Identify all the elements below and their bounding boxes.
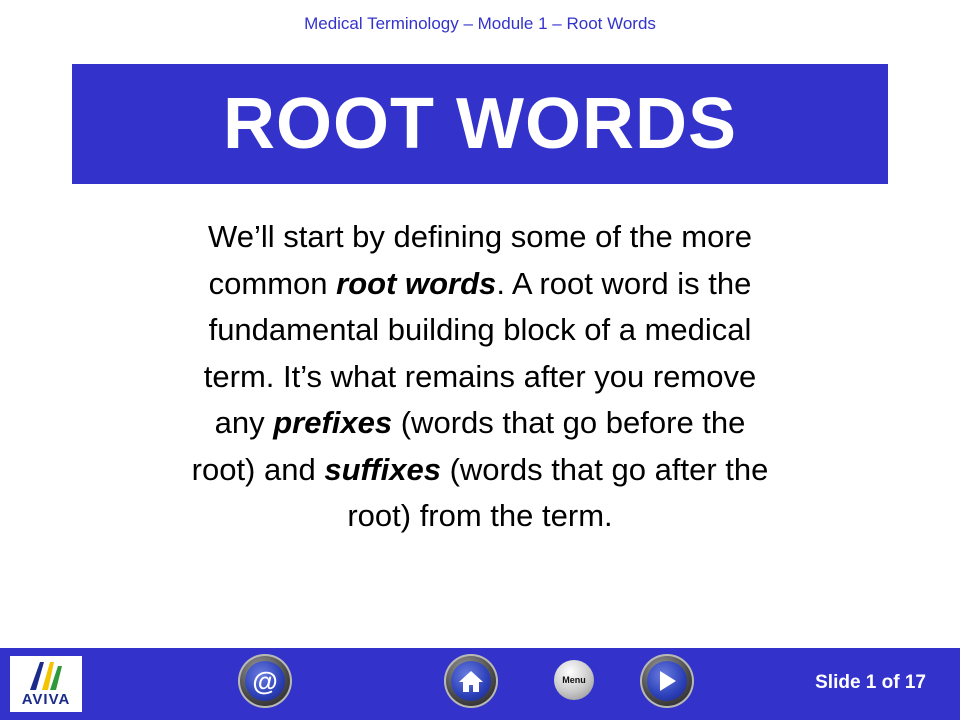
slide-title: ROOT WORDS xyxy=(223,84,737,164)
aviva-logo xyxy=(10,656,82,712)
aviva-logo-text: AVIVA xyxy=(21,691,71,708)
email-button[interactable] xyxy=(238,654,292,708)
emphasis-root-words: root words xyxy=(336,265,497,301)
next-arrow-icon xyxy=(656,669,678,693)
emphasis-suffixes: suffixes xyxy=(324,451,441,487)
body-text-part-1: We’ll start by defining some of the more common xyxy=(208,219,752,301)
email-at-icon: @ xyxy=(252,666,278,696)
home-icon xyxy=(458,669,484,693)
title-banner xyxy=(72,64,888,184)
home-button[interactable] xyxy=(444,654,498,708)
body-text-part-3: (words that go before the root) and xyxy=(191,405,746,487)
aviva-logo-mark-icon xyxy=(28,660,64,692)
slide-body-text xyxy=(190,214,770,540)
navigation-bar xyxy=(0,648,960,720)
presentation-title: Medical Terminology – Module 1 – Root Words xyxy=(304,14,656,33)
menu-button[interactable] xyxy=(554,660,594,700)
emphasis-prefixes: prefixes xyxy=(273,405,393,440)
body-text-part-2: . A root word is the fundamental building block of a medical term. It’s what remains after you remove any xyxy=(203,265,757,440)
body-text-part-4: (words that go after the root) from the term. xyxy=(347,451,769,533)
menu-button-label: Menu xyxy=(562,675,586,685)
slide-counter: Slide 1 of 17 xyxy=(815,672,926,693)
next-slide-button[interactable] xyxy=(640,654,694,708)
